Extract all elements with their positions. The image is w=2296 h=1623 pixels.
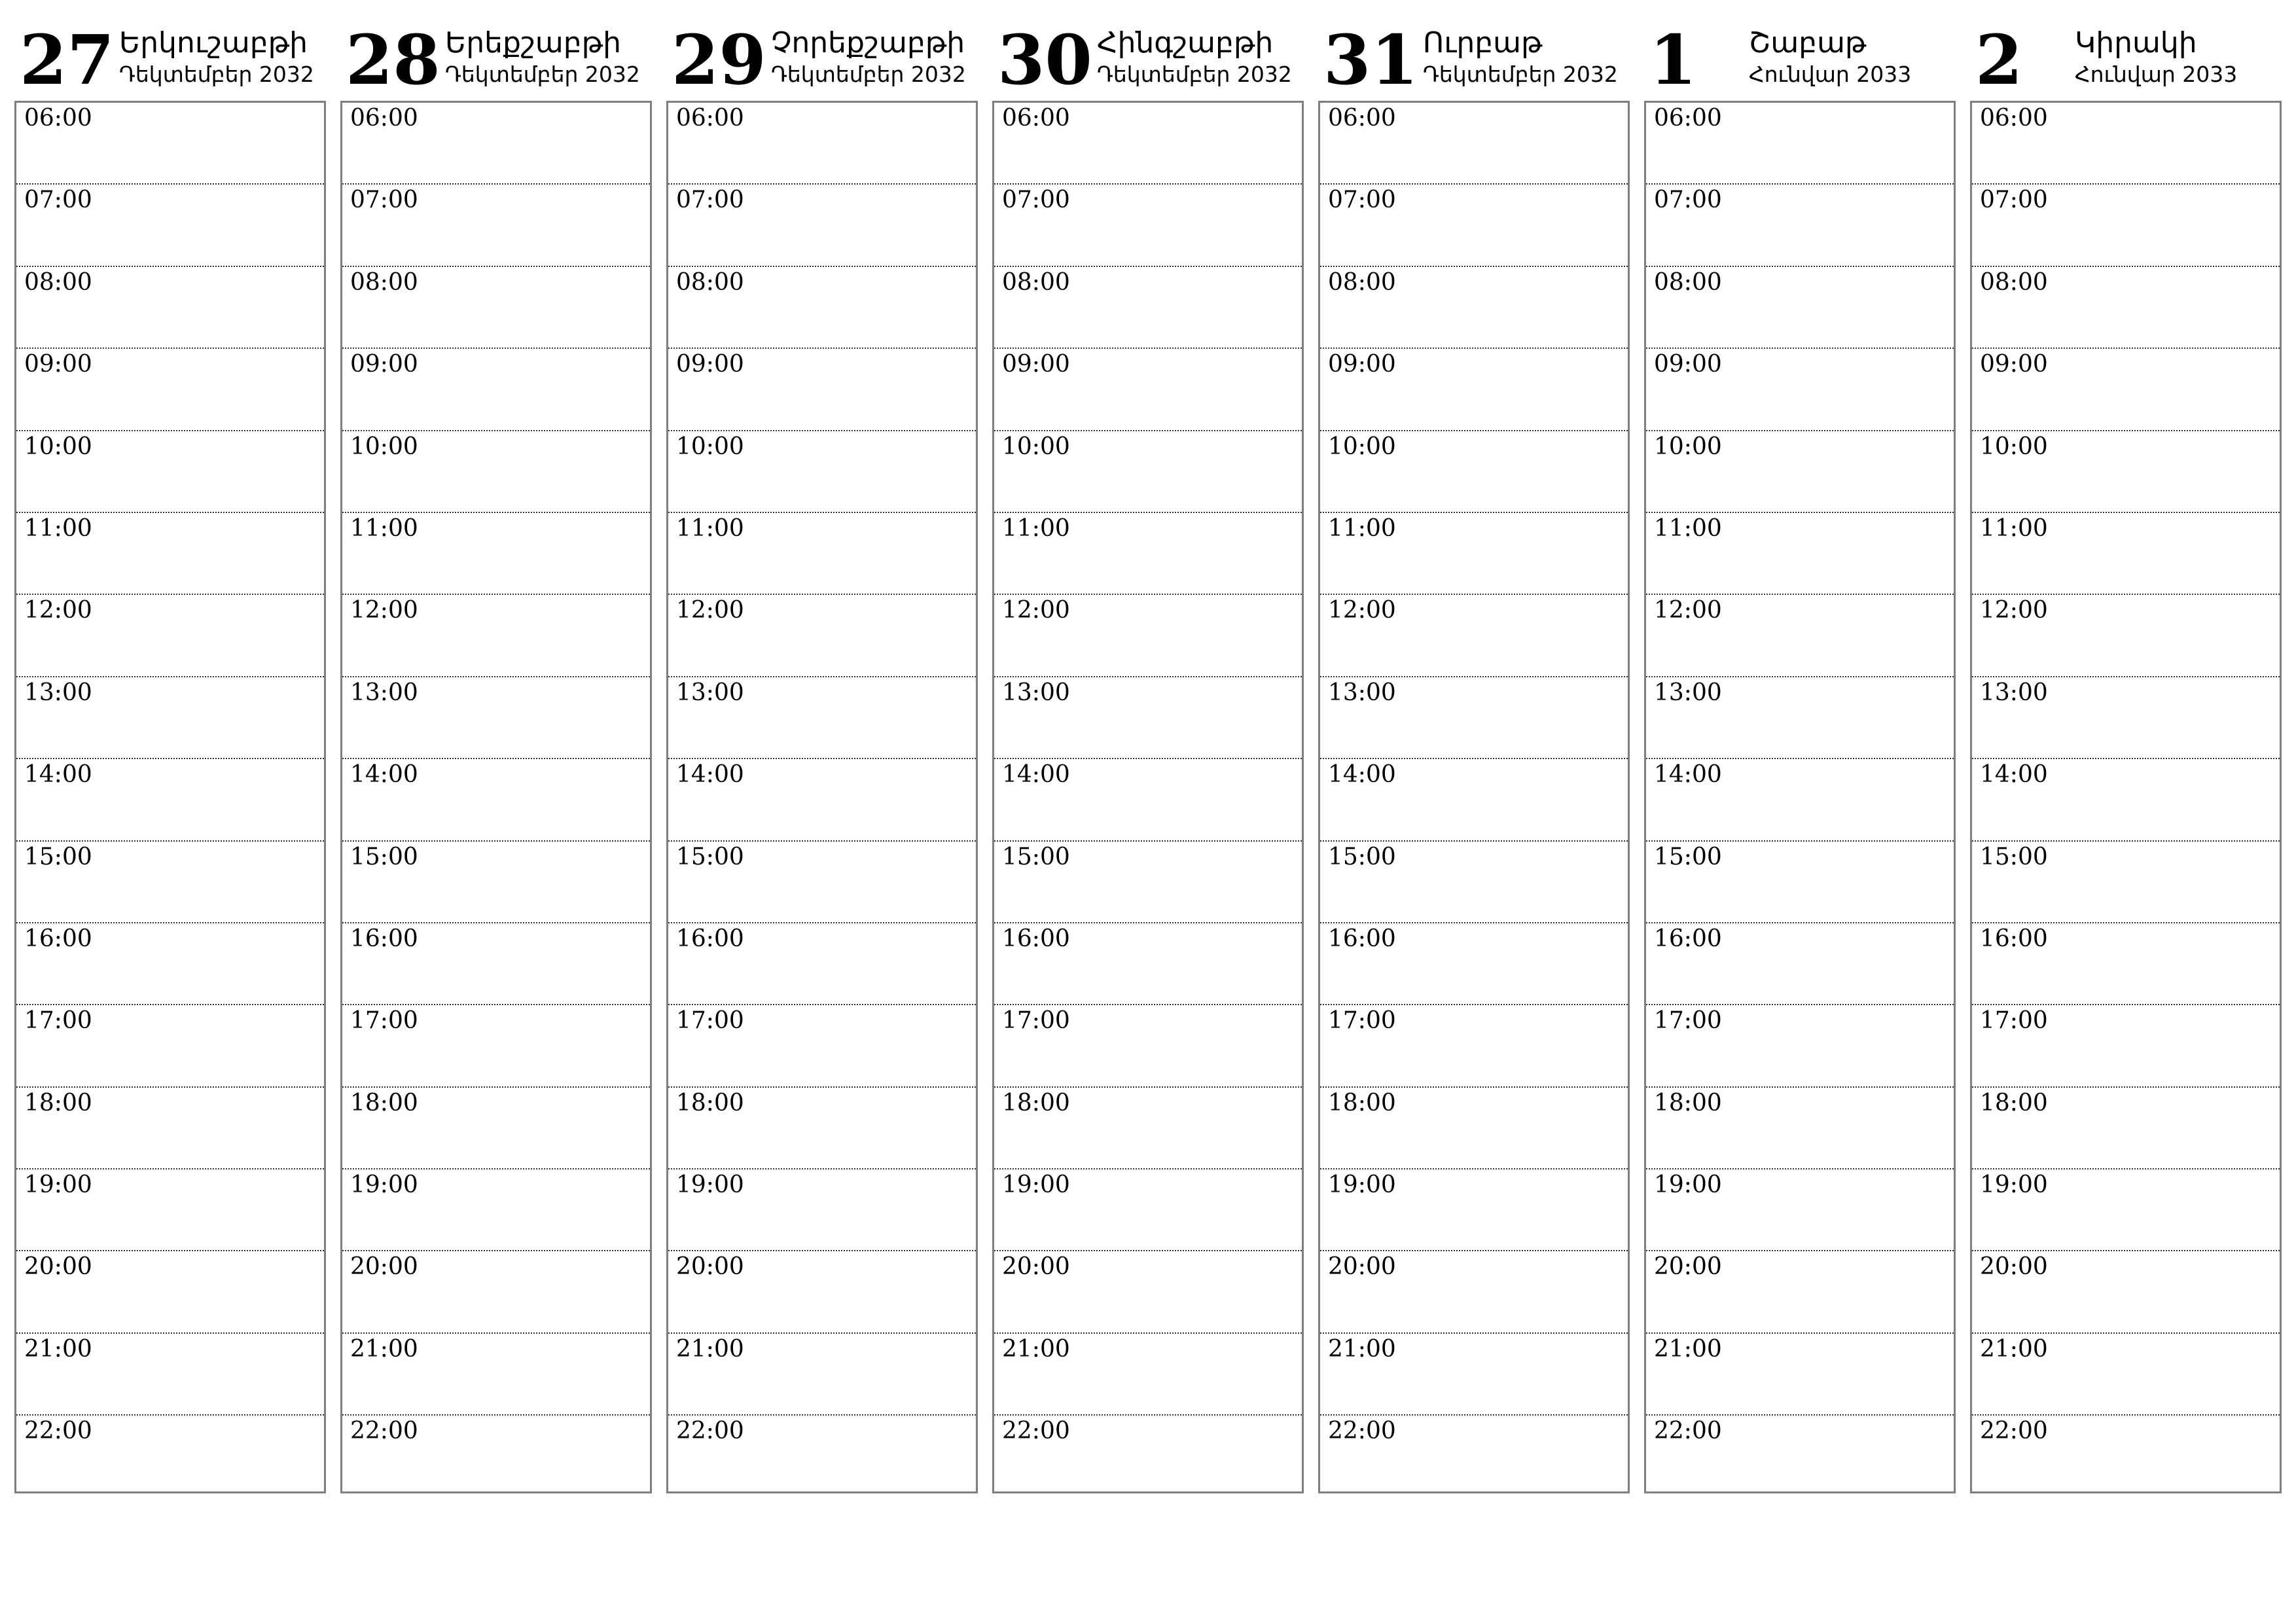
time-label: 15:00: [676, 843, 744, 870]
time-slot[interactable]: [668, 1088, 976, 1169]
time-label: 15:00: [1654, 843, 1722, 870]
time-slot[interactable]: [1646, 1169, 1954, 1251]
time-slot[interactable]: [1320, 103, 1628, 185]
time-slot[interactable]: [668, 513, 976, 595]
time-slot[interactable]: [1646, 1416, 1954, 1497]
time-label: 18:00: [1980, 1089, 2048, 1116]
time-slot[interactable]: [1646, 1088, 1954, 1169]
time-label: 22:00: [676, 1418, 744, 1445]
time-label: 06:00: [1002, 105, 1070, 132]
time-slot[interactable]: [16, 1088, 324, 1169]
day-column: [1970, 20, 2284, 1499]
weekday-name: Չորեքշաբթի: [771, 26, 965, 60]
day-number: 1: [1649, 20, 1697, 100]
time-slot[interactable]: [668, 103, 976, 185]
schedule-box: [1970, 101, 2282, 1493]
time-label: 13:00: [1654, 679, 1722, 706]
time-slot[interactable]: [668, 1251, 976, 1333]
time-slot[interactable]: [342, 1416, 650, 1497]
schedule-box: [992, 101, 1304, 1493]
time-label: 22:00: [1654, 1418, 1722, 1445]
time-slot[interactable]: [1320, 185, 1628, 266]
time-slot[interactable]: [668, 185, 976, 266]
day-number: 31: [1323, 20, 1418, 100]
time-label: 21:00: [1328, 1335, 1396, 1363]
time-slot[interactable]: [994, 1416, 1302, 1497]
time-slot[interactable]: [16, 1416, 324, 1497]
time-slot[interactable]: [1320, 267, 1628, 349]
time-label: 09:00: [1980, 351, 2048, 378]
time-slot[interactable]: [342, 759, 650, 841]
time-slot[interactable]: [668, 923, 976, 1005]
time-slot[interactable]: [342, 1088, 650, 1169]
time-label: 14:00: [1980, 761, 2048, 789]
day-column: [1318, 20, 1632, 1499]
time-label: 17:00: [1980, 1007, 2048, 1035]
time-slot[interactable]: [1972, 842, 2280, 923]
weekday-name: Երեքշաբթի: [445, 26, 622, 60]
time-slot[interactable]: [16, 349, 324, 431]
time-slot[interactable]: [1972, 431, 2280, 513]
time-slot[interactable]: [994, 103, 1302, 185]
time-slot[interactable]: [994, 513, 1302, 595]
time-slot[interactable]: [16, 759, 324, 841]
time-label: 22:00: [1328, 1418, 1396, 1445]
day-number: 29: [672, 20, 766, 100]
time-slot[interactable]: [1972, 1169, 2280, 1251]
time-label: 06:00: [24, 105, 92, 132]
time-label: 14:00: [1328, 761, 1396, 789]
time-label: 17:00: [24, 1007, 92, 1035]
time-slot[interactable]: [994, 267, 1302, 349]
time-label: 13:00: [350, 679, 418, 706]
month-year: Դեկտեմբեր 2032: [1423, 62, 1618, 87]
time-slot[interactable]: [1320, 1169, 1628, 1251]
day-column: [666, 20, 980, 1499]
time-slot[interactable]: [1972, 1334, 2280, 1416]
time-label: 10:00: [1002, 433, 1070, 460]
time-slot[interactable]: [668, 349, 976, 431]
time-label: 16:00: [1002, 925, 1070, 952]
time-label: 08:00: [1980, 268, 2048, 296]
time-slot[interactable]: [994, 185, 1302, 266]
month-year: Դեկտեմբեր 2032: [1097, 62, 1292, 87]
time-slot[interactable]: [994, 431, 1302, 513]
time-label: 07:00: [350, 187, 418, 214]
time-label: 21:00: [1654, 1335, 1722, 1363]
time-label: 09:00: [1654, 351, 1722, 378]
time-label: 11:00: [1654, 514, 1722, 542]
schedule-box: [340, 101, 652, 1493]
time-label: 10:00: [24, 433, 92, 460]
time-slot[interactable]: [1646, 923, 1954, 1005]
time-label: 19:00: [676, 1171, 744, 1199]
time-slot[interactable]: [994, 842, 1302, 923]
time-label: 08:00: [24, 268, 92, 296]
time-label: 19:00: [1980, 1171, 2048, 1199]
time-slot[interactable]: [1972, 1251, 2280, 1333]
time-slot[interactable]: [1320, 923, 1628, 1005]
time-slot[interactable]: [16, 185, 324, 266]
time-label: 20:00: [1328, 1253, 1396, 1281]
time-slot[interactable]: [668, 1334, 976, 1416]
day-column: [14, 20, 329, 1499]
time-slot[interactable]: [16, 267, 324, 349]
time-label: 16:00: [676, 925, 744, 952]
time-label: 15:00: [1328, 843, 1396, 870]
day-header: [666, 20, 980, 101]
time-slot[interactable]: [1972, 103, 2280, 185]
time-label: 08:00: [350, 268, 418, 296]
time-slot[interactable]: [16, 677, 324, 759]
time-slot[interactable]: [1646, 677, 1954, 759]
time-label: 07:00: [1328, 187, 1396, 214]
time-slot[interactable]: [16, 103, 324, 185]
time-label: 21:00: [350, 1335, 418, 1363]
time-slot[interactable]: [342, 923, 650, 1005]
time-label: 20:00: [1980, 1253, 2048, 1281]
time-slot[interactable]: [1646, 759, 1954, 841]
time-label: 13:00: [1980, 679, 2048, 706]
time-slot[interactable]: [1320, 1088, 1628, 1169]
time-label: 21:00: [1002, 1335, 1070, 1363]
time-label: 17:00: [350, 1007, 418, 1035]
time-slot[interactable]: [1646, 103, 1954, 185]
time-label: 21:00: [676, 1335, 744, 1363]
time-label: 16:00: [350, 925, 418, 952]
time-slot[interactable]: [342, 1005, 650, 1087]
time-slot[interactable]: [342, 595, 650, 677]
time-label: 19:00: [350, 1171, 418, 1199]
time-slot[interactable]: [668, 431, 976, 513]
weekday-name: Կիրակի: [2075, 26, 2197, 60]
time-slot[interactable]: [16, 923, 324, 1005]
day-column: [992, 20, 1306, 1499]
time-slot[interactable]: [1972, 595, 2280, 677]
month-year: Հունվար 2033: [1749, 62, 1912, 87]
time-slot[interactable]: [1320, 677, 1628, 759]
time-label: 20:00: [676, 1253, 744, 1281]
time-slot[interactable]: [342, 1251, 650, 1333]
time-label: 06:00: [1328, 105, 1396, 132]
time-slot[interactable]: [994, 677, 1302, 759]
day-number: 27: [20, 20, 115, 100]
day-header: [1970, 20, 2284, 101]
time-label: 15:00: [1980, 843, 2048, 870]
time-label: 11:00: [1980, 514, 2048, 542]
time-slot[interactable]: [994, 1005, 1302, 1087]
time-slot[interactable]: [994, 1169, 1302, 1251]
time-label: 18:00: [1654, 1089, 1722, 1116]
time-slot[interactable]: [1320, 1334, 1628, 1416]
time-slot[interactable]: [1646, 595, 1954, 677]
time-slot[interactable]: [342, 1169, 650, 1251]
time-label: 14:00: [350, 761, 418, 789]
time-label: 11:00: [676, 514, 744, 542]
time-slot[interactable]: [342, 677, 650, 759]
day-header: [14, 20, 329, 101]
time-slot[interactable]: [668, 267, 976, 349]
time-label: 11:00: [350, 514, 418, 542]
time-slot[interactable]: [1972, 267, 2280, 349]
time-slot[interactable]: [994, 759, 1302, 841]
day-header: [1318, 20, 1632, 101]
time-label: 11:00: [1328, 514, 1396, 542]
time-slot[interactable]: [342, 513, 650, 595]
weekday-name: Ուրբաթ: [1423, 26, 1543, 60]
time-label: 22:00: [350, 1418, 418, 1445]
time-slot[interactable]: [1320, 1416, 1628, 1497]
time-slot[interactable]: [342, 349, 650, 431]
time-slot[interactable]: [342, 185, 650, 266]
time-slot[interactable]: [16, 1251, 324, 1333]
day-number: 2: [1975, 20, 2023, 100]
time-label: 19:00: [1002, 1171, 1070, 1199]
time-label: 18:00: [350, 1089, 418, 1116]
time-label: 15:00: [24, 843, 92, 870]
time-label: 13:00: [1002, 679, 1070, 706]
time-slot[interactable]: [1972, 185, 2280, 266]
month-year: Հունվար 2033: [2075, 62, 2238, 87]
time-label: 17:00: [676, 1007, 744, 1035]
time-label: 09:00: [350, 351, 418, 378]
day-header: [1644, 20, 1958, 101]
time-label: 18:00: [24, 1089, 92, 1116]
time-label: 06:00: [676, 105, 744, 132]
time-slot[interactable]: [1646, 185, 1954, 266]
time-slot[interactable]: [994, 923, 1302, 1005]
time-slot[interactable]: [1972, 759, 2280, 841]
day-column: [1644, 20, 1958, 1499]
time-slot[interactable]: [994, 349, 1302, 431]
time-slot[interactable]: [16, 431, 324, 513]
weekday-name: Հինգշաբթի: [1097, 26, 1274, 60]
day-header: [992, 20, 1306, 101]
time-label: 08:00: [1654, 268, 1722, 296]
time-label: 15:00: [350, 843, 418, 870]
time-label: 21:00: [1980, 1335, 2048, 1363]
time-slot[interactable]: [1646, 1005, 1954, 1087]
time-slot[interactable]: [1972, 349, 2280, 431]
time-label: 12:00: [24, 597, 92, 624]
time-label: 12:00: [1654, 597, 1722, 624]
time-label: 18:00: [1328, 1089, 1396, 1116]
time-label: 16:00: [24, 925, 92, 952]
time-slot[interactable]: [994, 1088, 1302, 1169]
time-label: 09:00: [1328, 351, 1396, 378]
time-label: 20:00: [24, 1253, 92, 1281]
time-slot[interactable]: [1320, 842, 1628, 923]
time-slot[interactable]: [342, 431, 650, 513]
time-slot[interactable]: [1320, 759, 1628, 841]
time-label: 09:00: [24, 351, 92, 378]
schedule-box: [666, 101, 978, 1493]
time-slot[interactable]: [1320, 595, 1628, 677]
time-label: 14:00: [1654, 761, 1722, 789]
time-label: 17:00: [1328, 1007, 1396, 1035]
schedule-box: [1644, 101, 1956, 1493]
time-label: 22:00: [1002, 1418, 1070, 1445]
time-label: 06:00: [350, 105, 418, 132]
time-label: 09:00: [676, 351, 744, 378]
time-slot[interactable]: [1646, 431, 1954, 513]
weekday-name: Շաբաթ: [1749, 26, 1867, 60]
time-slot[interactable]: [16, 1169, 324, 1251]
time-label: 14:00: [676, 761, 744, 789]
time-label: 16:00: [1980, 925, 2048, 952]
time-slot[interactable]: [994, 595, 1302, 677]
time-label: 12:00: [350, 597, 418, 624]
time-label: 14:00: [24, 761, 92, 789]
time-label: 16:00: [1654, 925, 1722, 952]
time-slot[interactable]: [1972, 1088, 2280, 1169]
time-label: 11:00: [1002, 514, 1070, 542]
time-label: 07:00: [1002, 187, 1070, 214]
time-slot[interactable]: [1320, 1251, 1628, 1333]
time-label: 14:00: [1002, 761, 1070, 789]
time-label: 20:00: [350, 1253, 418, 1281]
time-slot[interactable]: [994, 1334, 1302, 1416]
time-label: 10:00: [1654, 433, 1722, 460]
time-slot[interactable]: [1972, 677, 2280, 759]
time-slot[interactable]: [342, 1334, 650, 1416]
time-slot[interactable]: [668, 1416, 976, 1497]
time-slot[interactable]: [1972, 1416, 2280, 1497]
time-label: 10:00: [1328, 433, 1396, 460]
weekday-name: Երկուշաբթի: [119, 26, 308, 60]
time-label: 08:00: [1002, 268, 1070, 296]
time-slot[interactable]: [1972, 513, 2280, 595]
time-label: 10:00: [350, 433, 418, 460]
schedule-box: [14, 101, 326, 1493]
time-slot[interactable]: [342, 267, 650, 349]
month-year: Դեկտեմբեր 2032: [119, 62, 314, 87]
time-slot[interactable]: [16, 1005, 324, 1087]
time-slot[interactable]: [1646, 1251, 1954, 1333]
time-label: 16:00: [1328, 925, 1396, 952]
time-slot[interactable]: [16, 513, 324, 595]
time-slot[interactable]: [1320, 431, 1628, 513]
time-label: 08:00: [1328, 268, 1396, 296]
time-label: 20:00: [1654, 1253, 1722, 1281]
time-slot[interactable]: [16, 595, 324, 677]
time-label: 12:00: [676, 597, 744, 624]
time-slot[interactable]: [668, 1005, 976, 1087]
month-year: Դեկտեմբեր 2032: [445, 62, 640, 87]
schedule-box: [1318, 101, 1630, 1493]
time-slot[interactable]: [342, 842, 650, 923]
time-slot[interactable]: [1972, 923, 2280, 1005]
time-label: 12:00: [1002, 597, 1070, 624]
time-slot[interactable]: [1972, 1005, 2280, 1087]
time-label: 19:00: [24, 1171, 92, 1199]
time-label: 08:00: [676, 268, 744, 296]
time-label: 19:00: [1654, 1171, 1722, 1199]
day-number: 30: [997, 20, 1092, 100]
time-slot[interactable]: [1320, 349, 1628, 431]
time-slot[interactable]: [16, 842, 324, 923]
time-label: 07:00: [676, 187, 744, 214]
time-slot[interactable]: [1646, 267, 1954, 349]
time-slot[interactable]: [1646, 842, 1954, 923]
time-label: 17:00: [1002, 1007, 1070, 1035]
time-label: 15:00: [1002, 843, 1070, 870]
time-label: 07:00: [24, 187, 92, 214]
month-year: Դեկտեմբեր 2032: [771, 62, 966, 87]
time-slot[interactable]: [1320, 513, 1628, 595]
time-label: 12:00: [1980, 597, 2048, 624]
time-slot[interactable]: [668, 759, 976, 841]
time-label: 11:00: [24, 514, 92, 542]
time-label: 10:00: [1980, 433, 2048, 460]
time-label: 12:00: [1328, 597, 1396, 624]
time-label: 20:00: [1002, 1253, 1070, 1281]
time-label: 13:00: [1328, 679, 1396, 706]
time-slot[interactable]: [1646, 1334, 1954, 1416]
time-slot[interactable]: [342, 103, 650, 185]
time-label: 19:00: [1328, 1171, 1396, 1199]
time-label: 06:00: [1980, 105, 2048, 132]
time-label: 09:00: [1002, 351, 1070, 378]
day-header: [340, 20, 655, 101]
time-label: 07:00: [1654, 187, 1722, 214]
time-slot[interactable]: [994, 1251, 1302, 1333]
time-slot[interactable]: [668, 677, 976, 759]
time-slot[interactable]: [1646, 513, 1954, 595]
time-label: 07:00: [1980, 187, 2048, 214]
time-label: 17:00: [1654, 1007, 1722, 1035]
time-slot[interactable]: [668, 1169, 976, 1251]
day-number: 28: [346, 20, 440, 100]
time-slot[interactable]: [1646, 349, 1954, 431]
time-slot[interactable]: [1320, 1005, 1628, 1087]
time-label: 22:00: [1980, 1418, 2048, 1445]
time-label: 18:00: [1002, 1089, 1070, 1116]
time-label: 10:00: [676, 433, 744, 460]
time-label: 18:00: [676, 1089, 744, 1116]
time-label: 13:00: [676, 679, 744, 706]
day-column: [340, 20, 655, 1499]
time-slot[interactable]: [668, 842, 976, 923]
time-slot[interactable]: [16, 1334, 324, 1416]
time-label: 06:00: [1654, 105, 1722, 132]
time-label: 22:00: [24, 1418, 92, 1445]
time-label: 21:00: [24, 1335, 92, 1363]
time-label: 13:00: [24, 679, 92, 706]
weekly-planner: [14, 20, 2292, 1499]
time-slot[interactable]: [668, 595, 976, 677]
